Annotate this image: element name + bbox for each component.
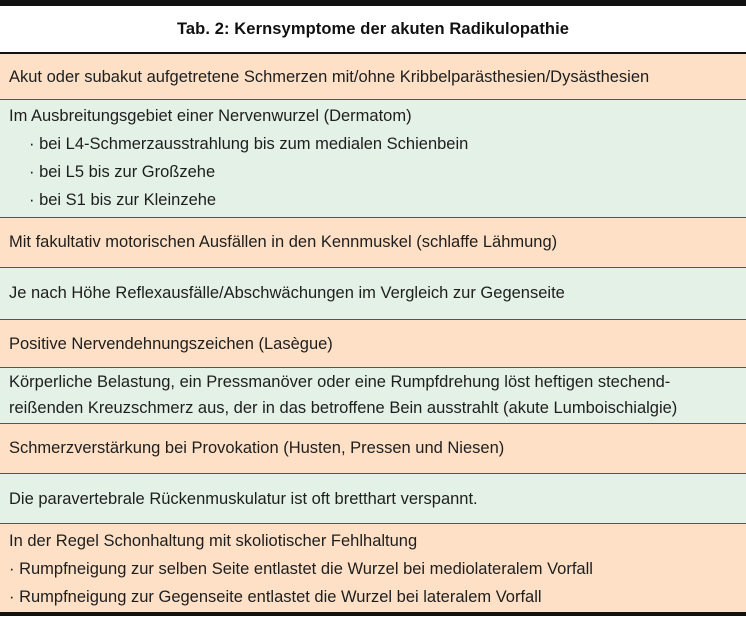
row-text: Mit fakultativ motorischen Ausfällen in den Kennmuskel (schlaffe Lähmung)	[9, 233, 558, 251]
row-text: Je nach Höhe Reflexausfälle/Abschwächungen im Vergleich zur Gegenseite	[9, 284, 565, 302]
table-row	[0, 424, 746, 474]
row-bullet: · bei L5 bis zur Großzehe	[29, 163, 216, 181]
table-row	[0, 218, 746, 268]
row-text: Schmerzverstärkung bei Provokation (Husten, Pressen und Niesen)	[9, 439, 505, 457]
row-text: Körperliche Belastung, ein Pressmanöver oder eine Rumpfdrehung löst heftigen stechend-	[9, 373, 671, 391]
row-bullet: · Rumpfneigung zur selben Seite entlastet die Wurzel bei mediolateralem Vorfall	[9, 560, 593, 578]
table-row	[0, 474, 746, 524]
row-text: Akut oder subakut aufgetretene Schmerzen mit/ohne Kribbelparästhesien/Dysästhesien	[9, 68, 650, 86]
bottom-rule	[0, 612, 746, 616]
table-row	[0, 368, 746, 424]
table-row	[0, 100, 746, 218]
row-bullet: · Rumpfneigung zur Gegenseite entlastet die Wurzel bei lateralem Vorfall	[9, 588, 542, 606]
table-row	[0, 524, 746, 612]
table-row	[0, 268, 746, 320]
row-text: Die paravertebrale Rückenmuskulatur ist oft bretthart verspannt.	[9, 490, 478, 508]
row-text: Im Ausbreitungsgebiet einer Nervenwurzel (Dermatom)	[9, 107, 412, 125]
row-text: In der Regel Schonhaltung mit skoliotischer Fehlhaltung	[9, 532, 418, 550]
table-row	[0, 320, 746, 368]
row-bullet: · bei S1 bis zur Kleinzehe	[29, 191, 217, 209]
row-bullet: · bei L4-Schmerzausstrahlung bis zum medialen Schienbein	[29, 135, 469, 153]
row-text: Positive Nervendehnungszeichen (Lasègue)	[9, 335, 333, 353]
table-row	[0, 54, 746, 100]
row-text: reißenden Kreuzschmerz aus, der in das betroffene Bein ausstrahlt (akute Lumboischialgie)	[9, 399, 678, 417]
table-title: Tab. 2: Kernsymptome der akuten Radikulopathie	[176, 19, 570, 38]
